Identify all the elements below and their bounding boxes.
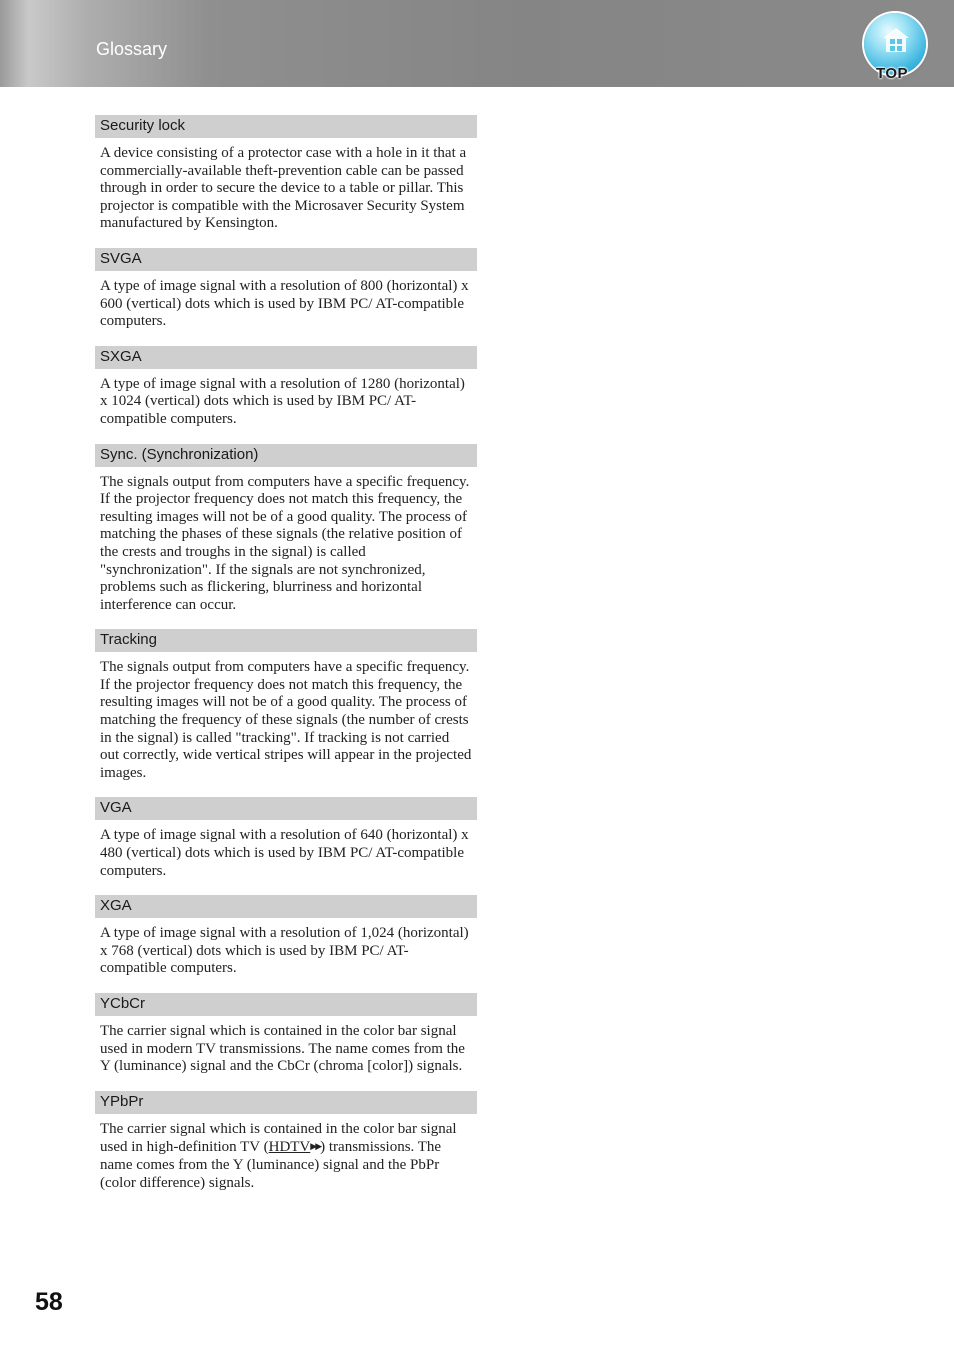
term-heading: YPbPr [95, 1091, 477, 1114]
top-button[interactable] [862, 13, 930, 83]
page-number: 58 [35, 1288, 63, 1316]
glossary-term [95, 629, 477, 782]
glossary-term [95, 346, 477, 429]
double-arrow-icon: ▶▶ [310, 1141, 321, 1152]
page-header [0, 0, 954, 87]
term-text: ) transmissions. The name comes from the Y (luminance) signal and the PbPr (color difference) signals. [100, 1139, 442, 1191]
term-description: The carrier signal which is contained in the color bar signal used in modern TV transmissions. The name comes from the Y (luminance) signal and the CbCr (chroma [color]) signals. [100, 1023, 465, 1075]
term-heading: SXGA [95, 346, 477, 369]
term-description: A type of image signal with a resolution of 640 (horizontal) x 480 (vertical) dots which is used by IBM PC/ AT-compatible computers. [100, 827, 469, 879]
term-description: A type of image signal with a resolution of 1280 (horizontal) x 1024 (vertical) dots which is used by IBM PC/ AT-compatible computers. [100, 375, 465, 427]
glossary-term [95, 993, 477, 1076]
term-heading: Security lock [95, 115, 477, 138]
house-icon [882, 27, 910, 53]
glossary-term [95, 797, 477, 880]
glossary-content [95, 115, 477, 1207]
glossary-term [95, 895, 477, 978]
term-heading: YCbCr [95, 993, 477, 1016]
term-text: The carrier signal which is contained in the color bar signal used in high-definition TV ( [100, 1120, 457, 1156]
top-label: TOP [876, 65, 909, 82]
term-description: The signals output from computers have a specific frequency. If the projector frequency does not match this frequency, the resulting images will not be of a good quality. The process of matching the frequency of these signals (the number of crests in the signal) is called "tracking". If tracking is not carried out correctly, wide vertical stripes will appear in the projected images. [100, 659, 472, 781]
term-description: A device consisting of a protector case with a hole in it that a commercially-available theft-prevention cable can be passed through in order to secure the device to a table or pillar. This projector is compatible with the Microsaver Security System manufactured by Kensington. [100, 145, 467, 232]
term-heading: SVGA [95, 248, 477, 271]
term-description [95, 1114, 477, 1192]
hdtv-link[interactable]: HDTV [268, 1139, 311, 1156]
term-heading: VGA [95, 797, 477, 820]
glossary-term [95, 115, 477, 233]
term-description: A type of image signal with a resolution of 800 (horizontal) x 600 (vertical) dots which is used by IBM PC/ AT-compatible computers. [100, 277, 469, 330]
glossary-term [95, 248, 477, 331]
term-description: The signals output from computers have a specific frequency. If the projector frequency does not match this frequency, the resulting images will not be of a good quality. The process of matching the phases of these signals (the relative position of the crests and troughs in the signal) is called "synchronization". If the signals are not synchronized, problems such as flickering, blurriness and horizontal interference can occur. [100, 473, 470, 613]
glossary-term [95, 444, 477, 615]
term-heading: Tracking [95, 629, 477, 652]
term-heading: XGA [95, 895, 477, 918]
glossary-term [95, 1091, 477, 1192]
term-description: A type of image signal with a resolution of 1,024 (horizontal) x 768 (vertical) dots which is used by IBM PC/ AT-compatible computers. [100, 925, 469, 977]
term-heading: Sync. (Synchronization) [95, 444, 477, 467]
section-title: Glossary [96, 39, 168, 59]
